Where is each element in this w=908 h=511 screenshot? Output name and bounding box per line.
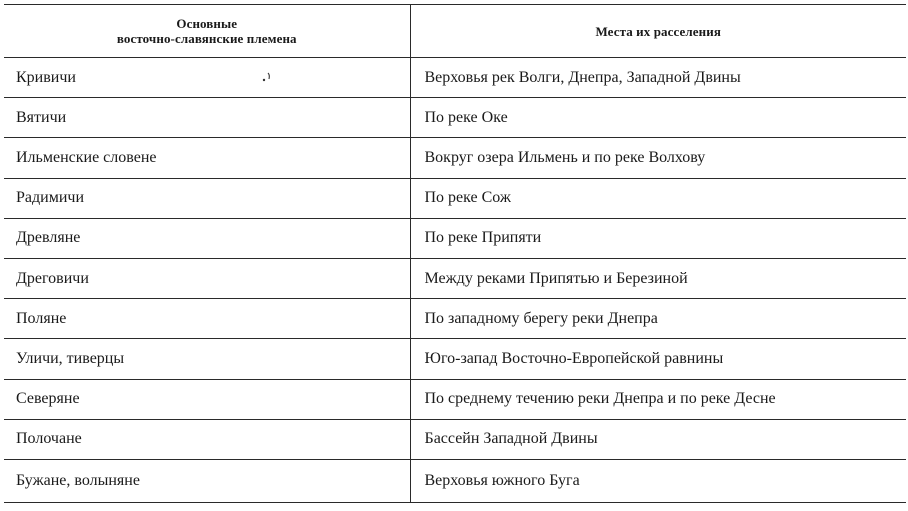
tribe-cell: Уличи, тиверцы bbox=[4, 339, 410, 379]
tribe-cell: Ильменские словене bbox=[4, 138, 410, 178]
place-cell: Вокруг озера Ильмень и по реке Волхову bbox=[410, 138, 906, 178]
header-tribes bbox=[4, 5, 410, 58]
header-row bbox=[4, 5, 906, 58]
table-row bbox=[4, 339, 906, 379]
place-cell: Бассейн Западной Двины bbox=[410, 419, 906, 459]
header-places: Места их расселения bbox=[410, 5, 906, 58]
place-cell: По реке Сож bbox=[410, 178, 906, 218]
table-row bbox=[4, 419, 906, 459]
tribe-cell: Бужане, волыняне bbox=[4, 459, 410, 502]
table-row bbox=[4, 258, 906, 298]
table-row bbox=[4, 459, 906, 502]
table-header bbox=[4, 5, 906, 58]
table-row bbox=[4, 379, 906, 419]
tribe-cell: Древляне bbox=[4, 218, 410, 258]
place-cell: По реке Припяти bbox=[410, 218, 906, 258]
tribe-cell: Поляне bbox=[4, 299, 410, 339]
header-tribes-line1: Основные bbox=[176, 16, 238, 31]
print-speck-mark bbox=[262, 71, 272, 83]
tribe-cell: Полочане bbox=[4, 419, 410, 459]
table-row bbox=[4, 58, 906, 98]
place-cell: Юго-запад Восточно-Европейской равнины bbox=[410, 339, 906, 379]
tribe-cell: Кривичи bbox=[4, 58, 410, 98]
place-cell: По западному берегу реки Днепра bbox=[410, 299, 906, 339]
place-cell: По среднему течению реки Днепра и по реке Десне bbox=[410, 379, 906, 419]
table-row bbox=[4, 138, 906, 178]
place-cell: Между реками Припятью и Березиной bbox=[410, 258, 906, 298]
tribe-cell: Радимичи bbox=[4, 178, 410, 218]
table-row bbox=[4, 178, 906, 218]
place-cell: Верховья южного Буга bbox=[410, 459, 906, 502]
document-page bbox=[4, 4, 906, 508]
header-tribes-line2: восточно-славянские племена bbox=[116, 31, 297, 46]
table-row bbox=[4, 299, 906, 339]
table-body bbox=[4, 58, 906, 503]
place-cell: По реке Оке bbox=[410, 98, 906, 138]
table-row bbox=[4, 98, 906, 138]
table-row bbox=[4, 218, 906, 258]
tribe-cell: Вятичи bbox=[4, 98, 410, 138]
tribe-cell: Дреговичи bbox=[4, 258, 410, 298]
tribe-cell: Северяне bbox=[4, 379, 410, 419]
place-cell: Верховья рек Волги, Днепра, Западной Двины bbox=[410, 58, 906, 98]
tribes-table bbox=[4, 4, 906, 503]
